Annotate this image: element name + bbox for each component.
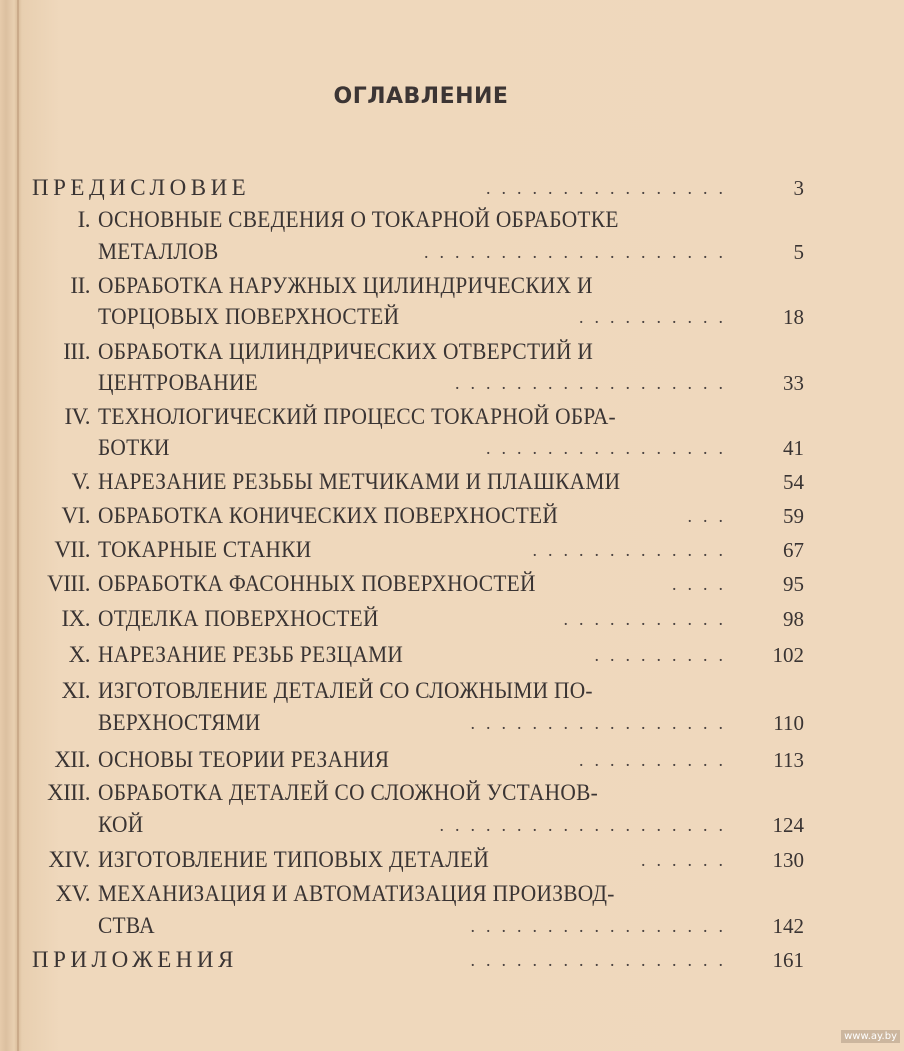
chapter-title: ОБРАБОТКА ФАСОННЫХ ПОВЕРХНОСТЕЙ [98, 571, 536, 596]
page-number: 102 [772, 643, 804, 667]
toc-entry-line [0, 205, 904, 235]
page-number: 54 [783, 470, 804, 494]
chapter-title: ПРИЛОЖЕНИЯ [32, 947, 238, 972]
leader-dots: ...... [641, 850, 734, 870]
page-number: 33 [783, 371, 804, 395]
chapter-number: XV. [55, 881, 90, 906]
chapter-title: ТОРЦОВЫХ ПОВЕРХНОСТЕЙ [98, 304, 400, 329]
page-number: 5 [793, 240, 804, 264]
chapter-title: ОСНОВЫ ТЕОРИИ РЕЗАНИЯ [98, 747, 390, 772]
chapter-title: СТВА [98, 913, 155, 938]
chapter-title: МЕХАНИЗАЦИЯ И АВТОМАТИЗАЦИЯ ПРОИЗВОД- [98, 881, 615, 906]
toc-entry-line [0, 173, 904, 203]
chapter-number: II. [70, 273, 90, 298]
leader-dots: ........... [563, 609, 734, 629]
toc-entry-line [0, 945, 904, 975]
toc-entry-line [0, 501, 904, 531]
chapter-title: ЦЕНТРОВАНИЕ [98, 370, 259, 395]
chapter-title: БОТКИ [98, 435, 170, 460]
chapter-title: ПРЕДИСЛОВИЕ [32, 175, 251, 200]
chapter-title: ОБРАБОТКА ЦИЛИНДРИЧЕСКИХ ОТВЕРСТИЙ И [98, 339, 594, 364]
chapter-title: КОЙ [98, 812, 144, 837]
page-number: 41 [783, 436, 804, 460]
toc-entry-line [0, 708, 904, 738]
chapter-number: XI. [61, 678, 90, 703]
toc-entry-line [0, 640, 904, 670]
toc-entry-line [0, 879, 904, 909]
leader-dots: ................. [470, 713, 734, 733]
chapter-title: ОБРАБОТКА ДЕТАЛЕЙ СО СЛОЖНОЙ УСТАНОВ- [98, 780, 599, 805]
chapter-number: I. [77, 207, 90, 232]
chapter-title: ТЕХНОЛОГИЧЕСКИЙ ПРОЦЕСС ТОКАРНОЙ ОБРА- [98, 404, 616, 429]
chapter-title: ОБРАБОТКА КОНИЧЕСКИХ ПОВЕРХНОСТЕЙ [98, 503, 559, 528]
page-number: 161 [772, 948, 804, 972]
page-number: 113 [773, 748, 804, 772]
chapter-number: IV. [64, 404, 90, 429]
leader-dots: .......... [579, 750, 734, 770]
page-title: ОГЛАВЛЕНИЕ [333, 84, 509, 109]
chapter-number: VI. [61, 503, 90, 528]
toc-entry-line [0, 535, 904, 565]
chapter-number: XIII. [47, 780, 90, 805]
chapter-title: ОТДЕЛКА ПОВЕРХНОСТЕЙ [98, 606, 379, 631]
leader-dots: ................... [439, 815, 734, 835]
chapter-title: ИЗГОТОВЛЕНИЕ ДЕТАЛЕЙ СО СЛОЖНЫМИ ПО- [98, 678, 593, 703]
chapter-title: ИЗГОТОВЛЕНИЕ ТИПОВЫХ ДЕТАЛЕЙ [98, 847, 490, 872]
toc-entry-line [0, 402, 904, 432]
chapter-title: ОБРАБОТКА НАРУЖНЫХ ЦИЛИНДРИЧЕСКИХ И [98, 273, 593, 298]
chapter-title: НАРЕЗАНИЕ РЕЗЬБЫ МЕТЧИКАМИ И ПЛАШКАМИ [98, 469, 621, 494]
chapter-title: ОСНОВНЫЕ СВЕДЕНИЯ О ТОКАРНОЙ ОБРАБОТКЕ [98, 207, 619, 232]
toc-entry-line [0, 911, 904, 941]
chapter-number: VIII. [47, 571, 90, 596]
page-number: 3 [793, 176, 804, 200]
page-number: 130 [772, 848, 804, 872]
toc-entry-line [0, 271, 904, 301]
page-number: 67 [783, 538, 804, 562]
toc-entry-line [0, 337, 904, 367]
page-number: 18 [783, 305, 804, 329]
toc-entry-line [0, 778, 904, 808]
leader-dots: ................ [486, 178, 734, 198]
chapter-title: ВЕРХНОСТЯМИ [98, 710, 261, 735]
page-number: 98 [783, 607, 804, 631]
toc-entry-line [0, 237, 904, 267]
leader-dots: .......... [579, 307, 734, 327]
leader-dots: .................. [455, 373, 734, 393]
toc-entry-line [0, 467, 904, 497]
chapter-number: XIV. [48, 847, 90, 872]
page-number: 110 [773, 711, 804, 735]
page-number: 142 [772, 914, 804, 938]
toc-entry-line [0, 302, 904, 332]
chapter-number: X. [68, 642, 90, 667]
leader-dots: .... [672, 574, 734, 594]
chapter-number: III. [63, 339, 90, 364]
chapter-number: VII. [54, 537, 90, 562]
toc-entry-line [0, 368, 904, 398]
chapter-number: V. [71, 469, 90, 494]
leader-dots: ......... [594, 645, 734, 665]
leader-dots: .................... [424, 242, 734, 262]
chapter-title: МЕТАЛЛОВ [98, 239, 219, 264]
toc-entry-line [0, 676, 904, 706]
chapter-title: ТОКАРНЫЕ СТАНКИ [98, 537, 312, 562]
leader-dots: ............. [532, 540, 734, 560]
toc-entry-line [0, 745, 904, 775]
toc-entry-line [0, 569, 904, 599]
page-number: 124 [772, 813, 804, 837]
toc-entry-line [0, 604, 904, 634]
watermark: www.ay.by [841, 1030, 900, 1043]
chapter-number: IX. [61, 606, 90, 631]
leader-dots: ................. [470, 950, 734, 970]
leader-dots: ................. [470, 916, 734, 936]
chapter-number: XII. [54, 747, 90, 772]
toc-entry-line [0, 433, 904, 463]
page-number: 59 [783, 504, 804, 528]
leader-dots: ................ [486, 438, 734, 458]
page-number: 95 [783, 572, 804, 596]
toc-entry-line [0, 810, 904, 840]
chapter-title: НАРЕЗАНИЕ РЕЗЬБ РЕЗЦАМИ [98, 642, 404, 667]
leader-dots: ... [687, 506, 734, 526]
toc-entry-line [0, 845, 904, 875]
